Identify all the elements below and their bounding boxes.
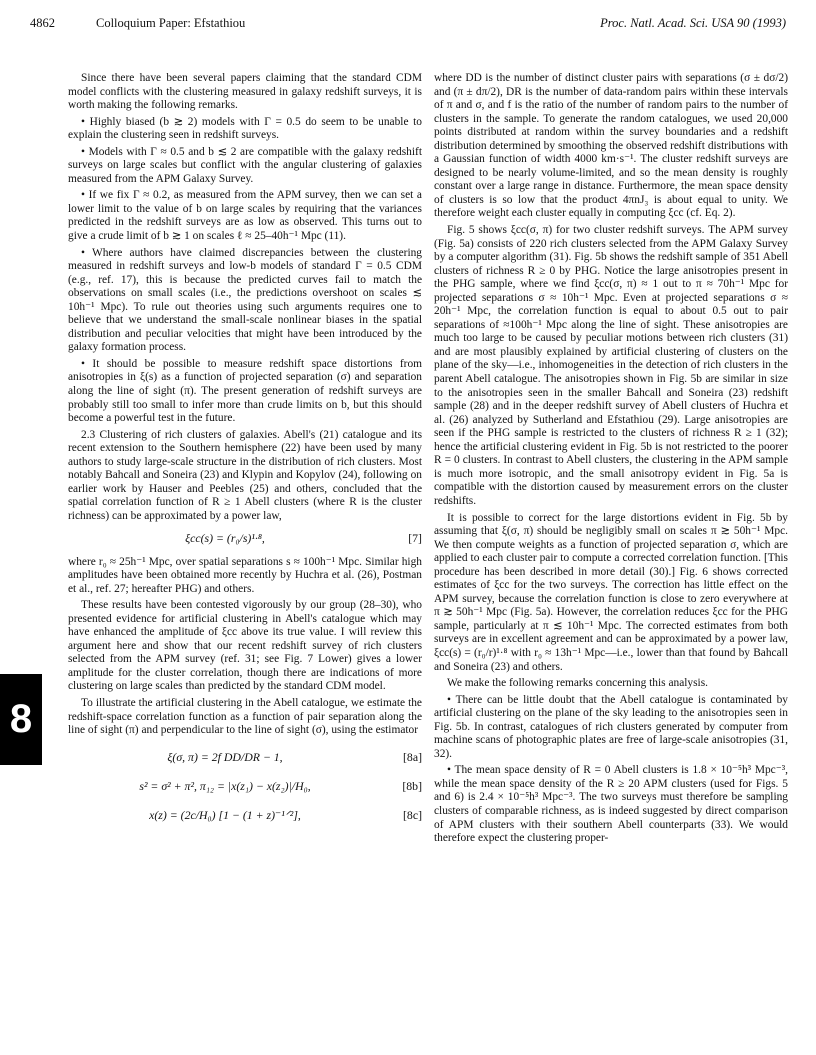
bullet-item: • Where authors have claimed discrepancies between the clustering measured in redshift surveys and low-b models of standard Γ = 0.5 CDM (e.g., ref. 17), this is because the predicted curves fail to match the observations on small scales (i.e., the predictions overshoot on scales ≲ 10h⁻¹ Mpc). To rule out theories using such arguments requires one to believe that we understand the small-scale nonlinear biases in the spatial distribution and peculiar velocities that might have been introduced by the galaxy formation process. <box>68 246 422 354</box>
paragraph: To illustrate the artificial clustering in the Abell catalogue, we estimate the redshift-space correlation function as a function of pair separation along the line of sight (π) and perpendicular to the line of sight (σ), using the estimator <box>68 696 422 737</box>
left-column <box>68 72 422 838</box>
page-number: 4862 <box>30 16 55 30</box>
journal-citation: Proc. Natl. Acad. Sci. USA 90 (1993) <box>600 16 786 30</box>
paragraph: where DD is the number of distinct cluster pairs with separations (σ ± dσ/2) and (π ± dπ/2), DR is the number of data-random pairs within these intervals of π and σ, and f is the ratio of the number of random pairs to the number of clusters in the sample. To generate the random catalogues, we used 20,000 points distributed at random within the survey boundaries and a redshift distribution determined by smoothing the observed redshift distributions with a Gaussian function of width 4000 km·s⁻¹. The cluster redshift surveys are designed to be nearly volume-limited, and so the mean density is roughly constant over a large range in distance. Furthermore, the mean space density of clusters is so low that the product 4πnJ₃ is about equal to unity. We therefore weight each cluster equally in computing ξcc (cf. Eq. 2). <box>434 72 788 220</box>
equation-8c <box>68 804 422 830</box>
equation-body: ξcc(s) = (r₀/s)¹·⁸, <box>185 530 265 545</box>
bullet-item: • If we fix Γ ≈ 0.2, as measured from the APM survey, then we can set a lower limit to the value of b on large scales by requiring that the variances predicted in the redshift surveys are as low as observed. This turns out to give a crude limit of b ≳ 1 on scales ℓ ≈ 25–40h⁻¹ Mpc (11). <box>68 189 422 243</box>
equation-body: s² = σ² + π², π₁₂ = |x(z₁) − x(z₂)|/H₀, <box>139 778 311 793</box>
equation-8b <box>68 780 422 796</box>
page-header <box>30 16 786 34</box>
equation-number: [7] <box>408 530 422 545</box>
bullet-item: • The mean space density of R = 0 Abell clusters is 1.8 × 10⁻⁵h³ Mpc⁻³, while the mean space density of the R ≥ 20 APM clusters (used for Figs. 5 and 6) is 2.4 × 10⁻⁵h³ Mpc⁻³. The two surveys must therefore be sampling clusters of comparable richness, as is indeed suggested by direct comparison of APM clusters with their southern Abell counterparts (33). We would therefore expect the clustering proper- <box>434 764 788 845</box>
bullet-item: • There can be little doubt that the Abell catalogue is contaminated by artificial clustering on the plane of the sky leading to the anisotropies seen in Fig. 5b. In contrast, catalogues of rich clusters generated by computer from machine scans of photographic plates are free of large-scale anisotropies (31, 32). <box>434 693 788 760</box>
equation-7 <box>68 532 422 548</box>
bullet-item: • Models with Γ ≈ 0.5 and b ≲ 2 are compatible with the galaxy redshift surveys on large scales but conflict with the angular clustering of galaxies measured from the APM Galaxy Survey. <box>68 145 422 185</box>
equation-8a <box>68 746 422 772</box>
section-paragraph: 2.3 Clustering of rich clusters of galaxies. Abell's (21) catalogue and its recent extension to the Southern hemisphere (22) have been used by many authors to study large-scale structure in the distribution of rich clusters. Most notably Bahcall and Soneira (23) and Klypin and Kopylov (24), following on earlier work by Hauser and Peebles (25) and others, concluded that the spatial correlation function of R ≥ 1 Abell clusters (where R is the cluster richness) can be approximated by a power law, <box>68 428 422 522</box>
paragraph: Fig. 5 shows ξcc(σ, π) for two cluster redshift surveys. The APM survey (Fig. 5a) consists of 220 rich clusters selected from the APM Galaxy Survey by a computer algorithm (31). Fig. 5b shows the redshift sample of 351 Abell clusters of richness R ≥ 0 by PHG. Notice the large anisotropies present in the PHG sample, where we find ξcc(σ, π) ≈ 1 out to π ≈ 70h⁻¹ Mpc for projected separations σ ≈ 10h⁻¹ Mpc. Even at projected separations σ ≈ 20h⁻¹ Mpc, the correlation function is equal to about 0.5 out to pair separations of ≈100h⁻¹ Mpc along the line of sight. These anisotropies are much too large to be caused by peculiar motions between rich clusters (31) and are most plausibly explained by artificial clustering of clusters on the plane of the sky—i.e., inhomogeneities in the detection of rich clusters in the parent Abell catalogue. The anisotropies shown in Fig. 5b are similar in size to the anisotropies seen in the smaller Bahcall and Soneira (23) redshift sample (28) and in the deeper redshift survey of Abell clusters of Huchra et al. (26) analyzed by Sutherland and Efstathiou (29). Large anisotropies are seen if the PHG sample is restricted to the clusters of richness R ≥ 1 (32); hence the artificial clustering evident in Fig. 5b is not restricted to the poorer R = 0 clusters. In contrast to Abell clusters, the clustering in the APM sample is much more isotropic, and the small anisotropy evident in Fig. 5a is compatible with the distortion caused by measurement errors on the cluster redshifts. <box>434 224 788 507</box>
equation-number: [8c] <box>403 807 422 822</box>
bullet-item: • It should be possible to measure redshift space distortions from anisotropies in ξ(s) as a function of projected separation (σ) and separation along the line of sight (π). The present generation of redshift surveys are probably still too small to infer more than crude limits on b, but this should become a powerful test in the future. <box>68 357 422 425</box>
equation-number: [8a] <box>403 749 422 764</box>
section-tab: 8 <box>0 674 42 765</box>
paragraph: Since there have been several papers claiming that the standard CDM model conflicts with the clustering measured in galaxy redshift surveys, it is worth making the following remarks. <box>68 72 422 112</box>
paragraph: where r₀ ≈ 25h⁻¹ Mpc, over spatial separations s ≈ 100h⁻¹ Mpc. Similar high amplitudes have been obtained more recently by Huchra et al. (26), Postman et al., ref. 27; hereafter PHG) and others. <box>68 555 422 595</box>
running-head: Colloquium Paper: Efstathiou <box>96 16 246 30</box>
paragraph: These results have been contested vigorously by our group (28–30), who presented evidence for artificial clustering in Abell's catalogue which may have enhanced the amplitude of ξcc above its true value. I will review this argument here and show that our recent redshift survey of rich clusters selected from the APM survey (ref. 31; see Fig. 7 Lower) gives a lower amplitude for the cluster correlation, though there are indications of more clustering on large scales than predicted by the standard CDM model. <box>68 599 422 693</box>
paragraph: It is possible to correct for the large distortions evident in Fig. 5b by assuming that ξ(σ, π) should be negligibly small on scales π ≳ 50h⁻¹ Mpc. We then compute weights as a function of projected separation σ, which are applied to each cluster pair to compute a corrected correlation function. [This procedure has been described in more detail (30).] Fig. 6 shows corrected estimates of ξcc for the two surveys. The correction has little effect on the APM survey, because the correlation function is close to zero everywhere at π ≳ 50h⁻¹ Mpc (Fig. 5a). However, the correlation reduces ξcc for the PHG sample, particularly at π ≲ 10h⁻¹ Mpc. The corrected estimates from both surveys are in excellent agreement and can be approximated by a power law, ξcc(s) = (r₀/r)¹·⁸ with r₀ ≈ 13h⁻¹ Mpc—i.e., lower than that found by Bahcall and Soneira (23) and others. <box>434 511 788 673</box>
equation-number: [8b] <box>402 778 422 793</box>
bullet-item: • Highly biased (b ≳ 2) models with Γ = 0.5 do seem to be unable to explain the clustering seen in redshift surveys. <box>68 115 422 142</box>
equation-body: ξ(σ, π) = 2f DD/DR − 1, <box>167 749 283 764</box>
right-column <box>434 72 788 849</box>
paragraph: We make the following remarks concerning this analysis. <box>447 677 708 690</box>
equation-body: x(z) = (2c/H₀) [1 − (1 + z)⁻¹ᐟ²], <box>149 807 301 822</box>
